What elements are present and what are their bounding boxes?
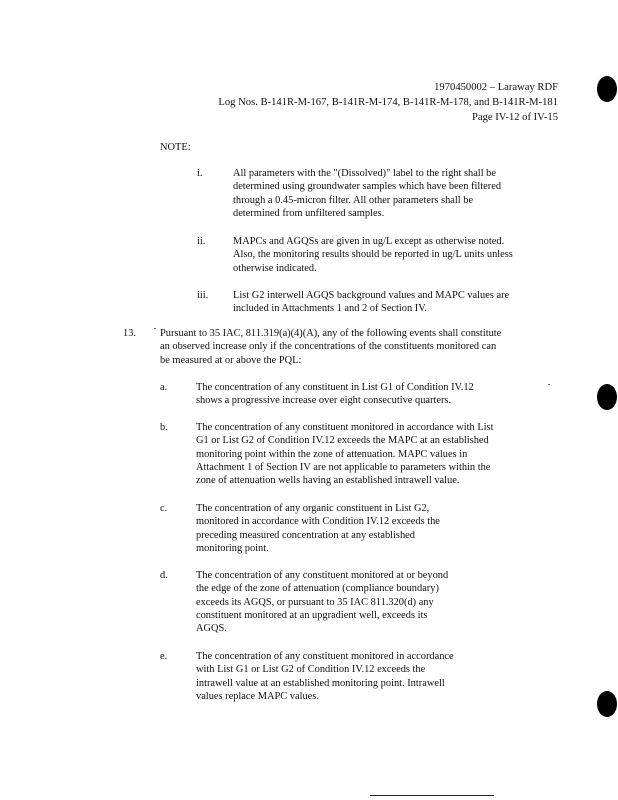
condition-item-marker: c. — [160, 503, 168, 514]
header-log-numbers: Log Nos. B-141R-M-167, B-141R-M-174, B-141R-M-178, and B-141R-M-181 — [218, 97, 558, 108]
text-line: The concentration of any constituent monitored in accordance with List — [196, 422, 494, 433]
header-page-number: Page IV-12 of IV-15 — [471, 112, 558, 123]
note-item-marker: iii. — [197, 290, 209, 301]
text-line: with List G1 or List G2 of Condition IV.12 exceeds the — [196, 664, 426, 676]
condition-item-marker: d. — [160, 570, 168, 581]
text-line: an observed increase only if the concentrations of the constituents monitored can — [160, 341, 497, 353]
note-item-text — [233, 235, 513, 275]
condition-item-marker: e. — [160, 651, 168, 662]
text-line: Also, the monitoring results should be reported in ug/L units unless — [233, 249, 513, 261]
condition-intro — [160, 327, 501, 367]
punch-hole-middle — [597, 384, 617, 410]
condition-item-marker: a. — [160, 382, 168, 393]
punch-hole-bottom — [597, 691, 617, 717]
text-line: All parameters with the "(Dissolved)" label to the right shall be — [233, 168, 496, 179]
text-line: The concentration of any constituent monitored in accordance — [196, 651, 454, 662]
text-line: included in Attachments 1 and 2 of Section IV. — [233, 303, 428, 315]
note-item-marker: i. — [197, 168, 203, 179]
footer-rule — [370, 795, 494, 796]
text-line: G1 or List G2 of Condition IV.12 exceeds the MAPC at an established — [196, 435, 489, 447]
text-line: otherwise indicated. — [233, 262, 317, 274]
note-item-text — [233, 167, 501, 220]
text-line: shows a progressive increase over eight consecutive quarters. — [196, 395, 452, 407]
condition-item-text — [196, 502, 440, 555]
text-line: monitoring point. — [196, 542, 269, 554]
text-line: determined using groundwater samples which have been filtered — [233, 181, 502, 193]
punch-hole-top — [597, 76, 617, 102]
text-line: monitored in accordance with Condition IV.12 exceeds the — [196, 516, 440, 528]
text-line: Pursuant to 35 IAC, 811.319(a)(4)(A), any of the following events shall constitute — [160, 328, 502, 339]
text-line: zone of attenuation wells having an established intrawell value. — [196, 475, 460, 487]
condition-item-text — [196, 381, 474, 408]
condition-item-text — [196, 569, 448, 635]
note-label: NOTE: — [160, 142, 191, 153]
text-line: the edge of the zone of attenuation (compliance boundary) — [196, 583, 439, 595]
condition-item-marker: b. — [160, 422, 168, 433]
text-line: AGQS. — [196, 623, 227, 635]
text-line: through a 0.45-micron filter. All other parameters shall be — [233, 194, 474, 206]
condition-item-text — [196, 421, 493, 487]
text-line: preceding measured concentration at any established — [196, 529, 415, 541]
text-line: Attachment 1 of Section IV are not applicable to parameters within the — [196, 461, 491, 473]
text-line: be measured at or above the PQL: — [160, 354, 302, 366]
header-doc-id: 1970450002 – Laraway RDF — [434, 82, 558, 93]
text-line: values replace MAPC values. — [196, 690, 319, 702]
text-line: MAPCs and AGQSs are given in ug/L except as otherwise noted. — [233, 236, 505, 247]
text-line: The concentration of any constituent monitored at or beyond — [196, 570, 449, 581]
note-item-marker: ii. — [197, 236, 206, 247]
text-line: intrawell value at an established monitoring point. Intrawell — [196, 677, 445, 689]
text-line: The concentration of any organic constituent in List G2, — [196, 503, 430, 514]
condition-item-text — [196, 650, 454, 703]
text-line: exceeds its AGQS, or pursuant to 35 IAC 811.320(d) any — [196, 596, 434, 608]
note-item-text — [233, 289, 509, 316]
text-line: List G2 interwell AGQS background values and MAPC values are — [233, 290, 510, 301]
condition-number: 13. — [123, 328, 136, 339]
text-line: constituent monitored at an upgradient well, exceeds its — [196, 609, 428, 621]
text-line: The concentration of any constituent in List G1 of Condition IV.12 — [196, 382, 474, 393]
scan-speck — [154, 328, 156, 329]
text-line: monitoring point within the zone of attenuation. MAPC values in — [196, 448, 468, 460]
text-line: determined from unfiltered samples. — [233, 207, 385, 219]
scan-speck — [548, 384, 550, 385]
